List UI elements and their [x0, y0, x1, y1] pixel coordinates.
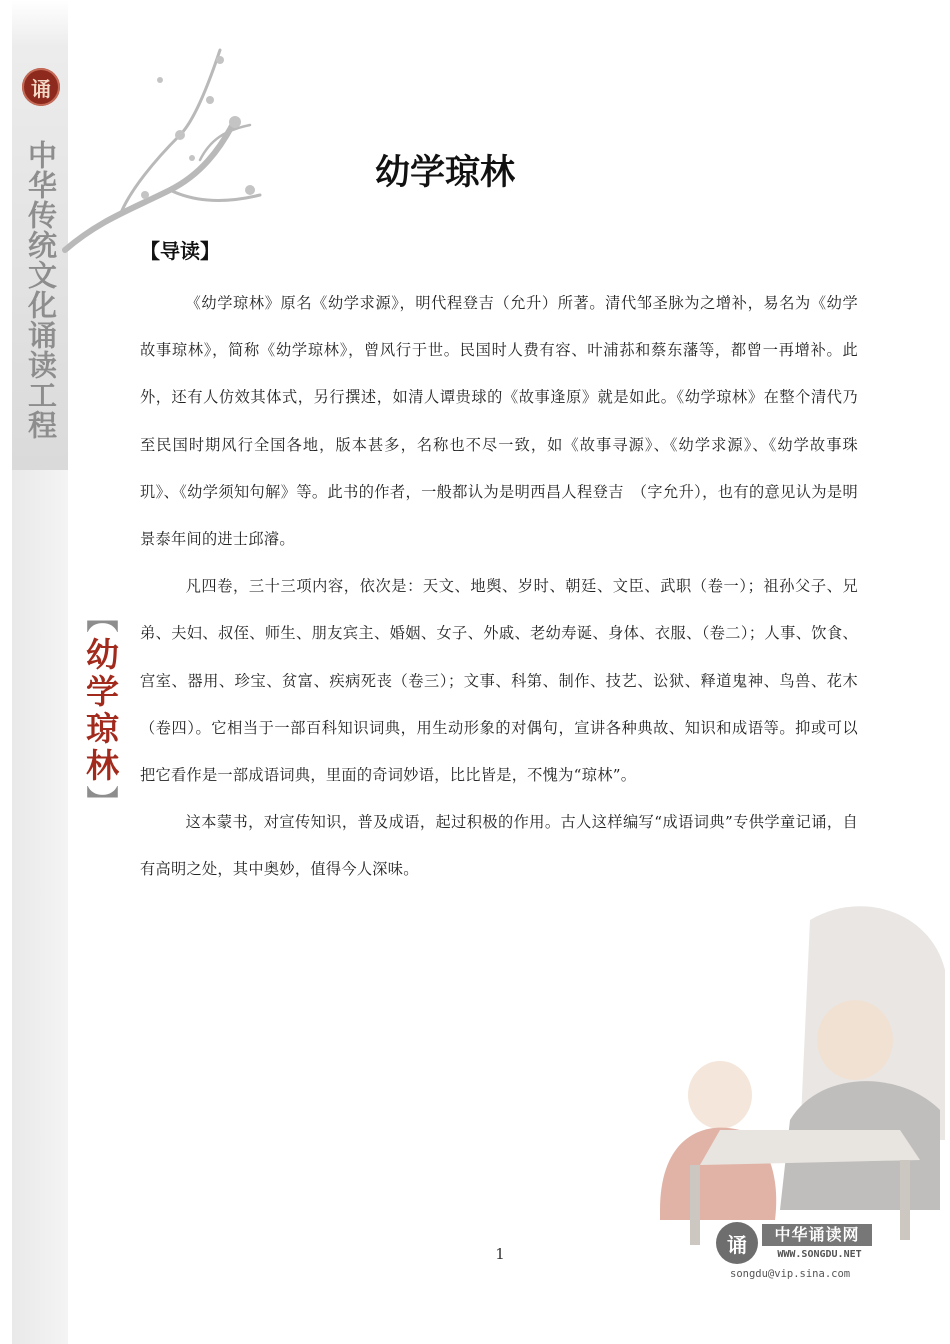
book-tag — [74, 600, 124, 822]
section-heading: 【导读】 — [140, 239, 220, 263]
book-tag-text: 幼学琼林 — [81, 637, 120, 785]
page-title: 幼学琼林 — [374, 153, 515, 193]
page-number: 1 — [495, 1245, 505, 1263]
book-tag-close: 】 — [81, 785, 120, 822]
book-tag-open: 【 — [81, 600, 120, 637]
site-logo[interactable] — [716, 1220, 886, 1290]
paragraph: 《幼学琼林》原名《幼学求源》，明代程登吉（允升）所著。清代邹圣脉为之增补，易名为《幼学故事琼林》，简称《幼学琼林》，曾风行于世。民国时人费有容、叶浦荪和蔡东藩等，都曾一再增补。此外，还有人仿效其体式，另行撰述，如清人谭贵球的《故事逢原》就是如此。《幼学琼林》在整个清代乃至民国时期风行全国各地，版本甚多，名称也不尽一致，如《故事寻源》、《幼学求源》、《幼学故事珠玑》、《幼学须知句解》等。此书的作者，一般都认为是明西昌人程登吉 （字允升），也有的意见认为是明景泰年间的进士邱濬。 — [140, 294, 858, 549]
logo-seal-icon: 诵 — [716, 1222, 758, 1264]
seal-icon: 诵 — [22, 68, 60, 106]
logo-url[interactable]: WWW.SONGDU.NET — [777, 1249, 862, 1260]
teacher-student-illustration — [600, 880, 950, 1260]
logo-name: 中华诵读网 — [762, 1224, 872, 1246]
body-text — [140, 280, 858, 894]
paragraph: 凡四卷，三十三项内容，依次是：天文、地舆、岁时、朝廷、文臣、武职（卷一）；祖孙父子、兄弟、夫妇、叔侄、师生、朋友宾主、婚姻、女子、外戚、老幼寿诞、身体、衣服、（卷二）；人事、饮食、宫室、器用、珍宝、贫富、疾病死丧（卷三）；文事、科第、制作、技艺、讼狱、释道鬼神、鸟兽、花木（卷四）。它相当于一部百科知识词典，用生动形象的对偶句，宣讲各种典故、知识和成语等。抑或可以把它看作是一部成语词典，里面的奇词妙语，比比皆是，不愧为“琼林”。 — [140, 577, 858, 785]
series-title: 中华传统文化诵读工程 — [24, 140, 58, 440]
logo-email[interactable]: songdu@vip.sina.com — [730, 1268, 851, 1280]
paragraph: 这本蒙书，对宣传知识，普及成语，起过积极的作用。古人这样编写“成语词典”专供学童记诵，自有高明之处，其中奥妙，值得今人深味。 — [140, 813, 858, 879]
